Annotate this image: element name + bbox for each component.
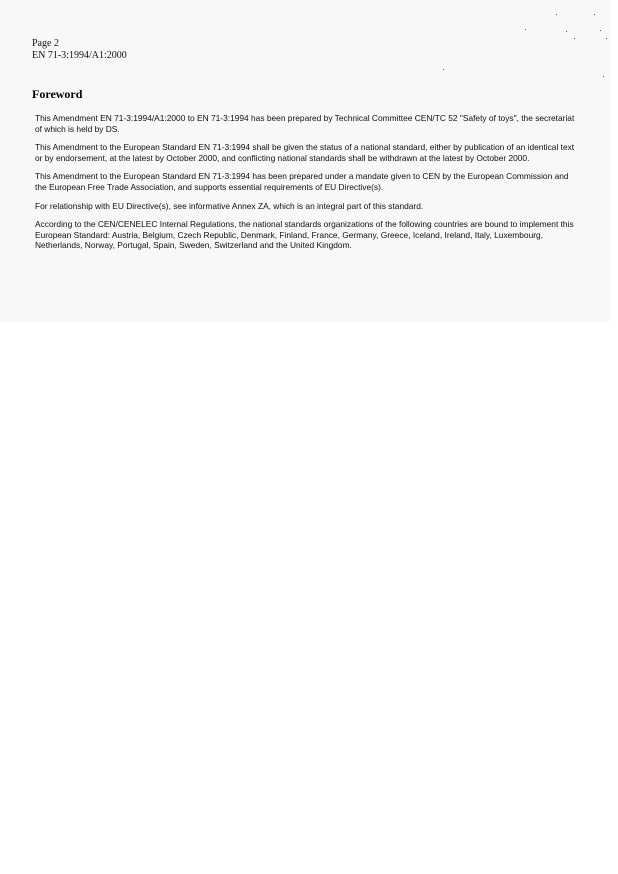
page-header — [32, 38, 127, 62]
foreword-paragraph: This Amendment to the European Standard EN 71-3:1994 has been prepared under a mandate given to CEN by the European Commission and the European Free Trade Association, and supports essential requirements of EU Directive(s). — [35, 171, 569, 192]
scan-speck — [443, 69, 444, 70]
foreword-body — [35, 113, 575, 259]
foreword-title: Foreword — [32, 87, 83, 101]
scan-speck — [566, 31, 567, 32]
foreword-paragraph: This Amendment to the European Standard EN 71-3:1994 shall be given the status of a national standard, either by publication of an identical text or by endorsement, at the latest by October 2000, and conflicting national standards shall be withdrawn at the latest by October 2000. — [35, 142, 575, 163]
scan-speck — [556, 14, 557, 15]
scan-speck — [603, 76, 604, 77]
foreword-paragraph: For relationship with EU Directive(s), see informative Annex ZA, which is an integral part of this standard. — [35, 200, 424, 211]
scan-speck — [594, 14, 595, 15]
scan-speck — [600, 30, 601, 31]
foreword-paragraph: This Amendment EN 71-3:1994/A1:2000 to EN 71-3:1994 has been prepared by Technical Committee CEN/TC 52 "Safety of toys", the secretariat of which is held by DS. — [35, 113, 575, 134]
scan-speck — [574, 38, 575, 39]
scan-speck — [606, 38, 607, 39]
page-number: Page 2 — [32, 38, 59, 49]
foreword-paragraph: According to the CEN/CENELEC Internal Regulations, the national standards organizations of the following countries are bound to implement this European Standard: Austria, Belgium, Czech Republic, Denmark, Finland, France, Germany, Greece, Iceland, Ireland, Italy, Luxembourg, Netherlands, Norway, Portugal, Spain, Sweden, Switzerland and the United Kingdom. — [35, 219, 574, 251]
document-reference: EN 71-3:1994/A1:2000 — [32, 50, 127, 61]
scan-speck — [525, 29, 526, 30]
